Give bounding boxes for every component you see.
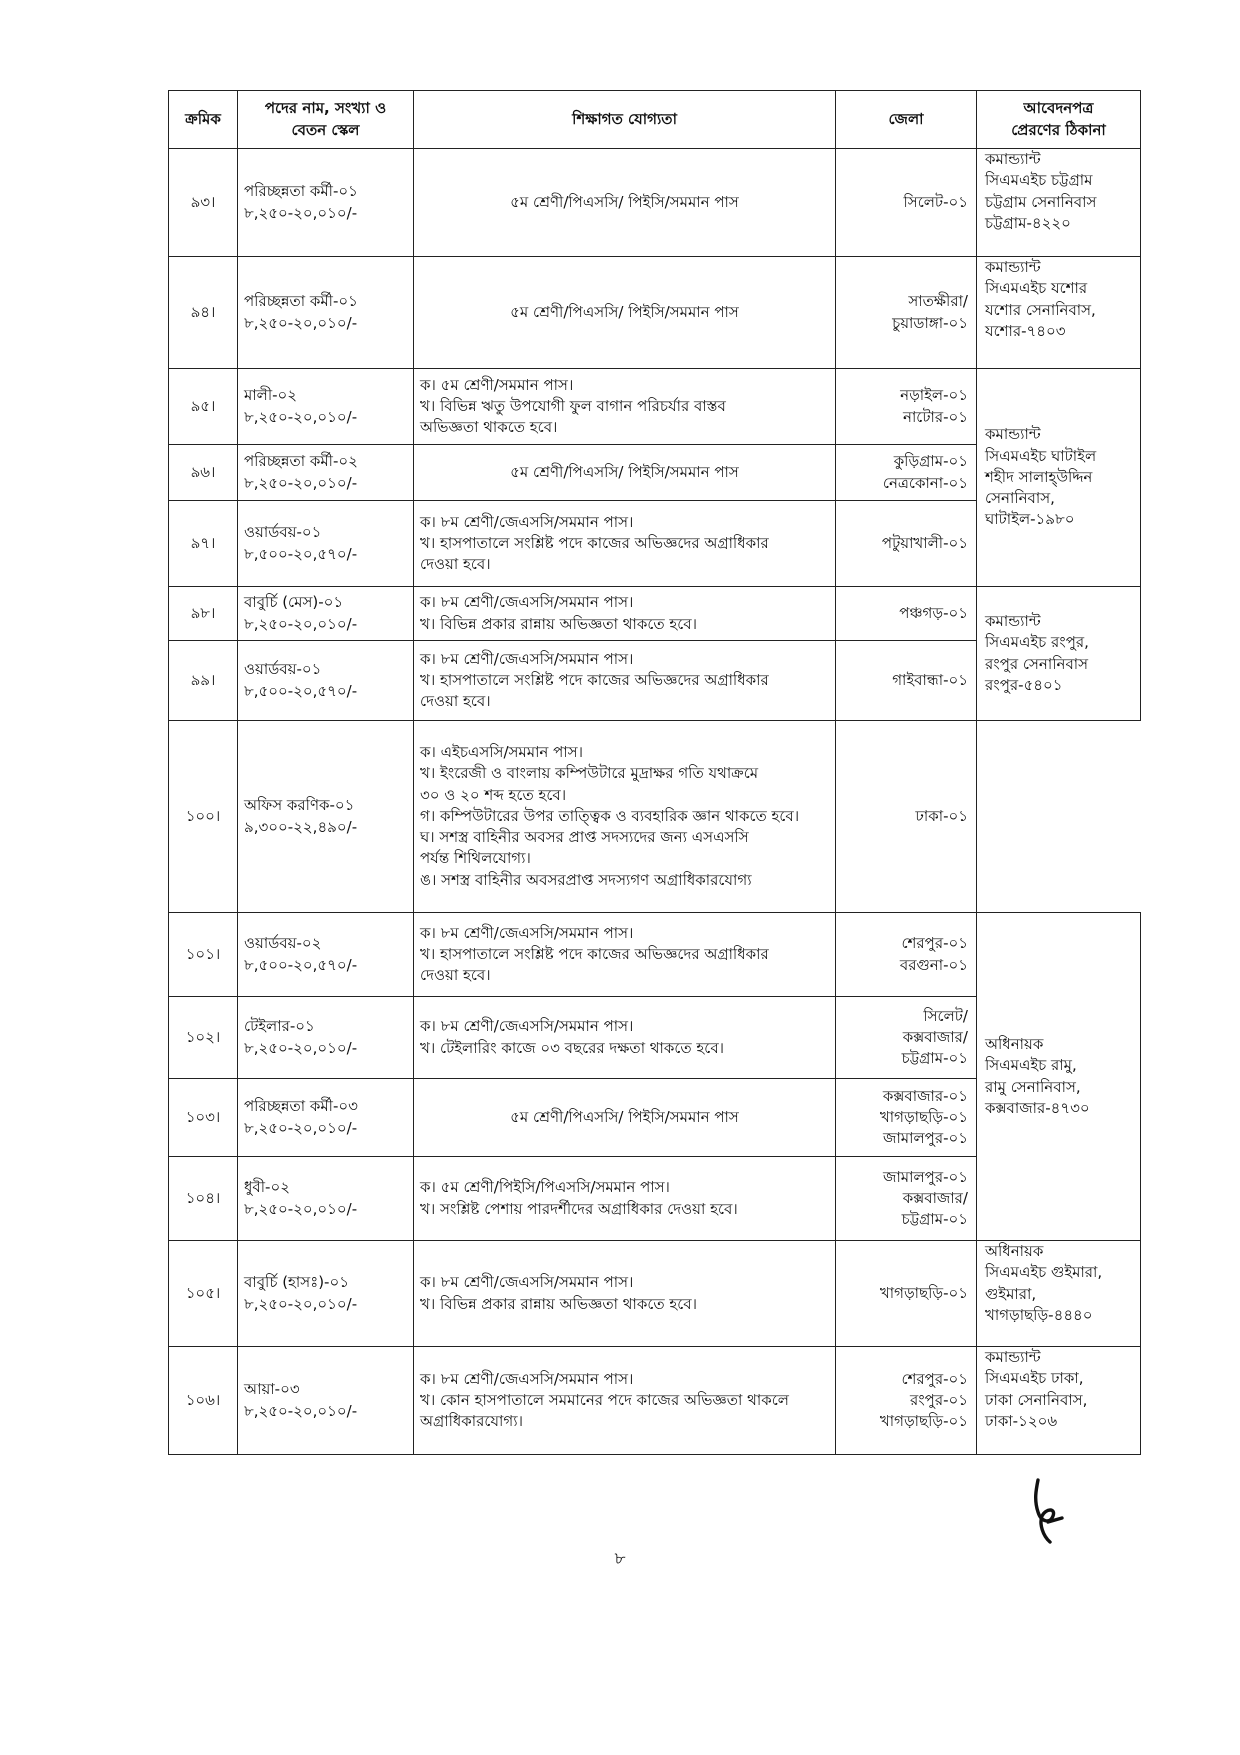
pay-scale: ৮,২৫০-২০,০১০/- <box>244 1118 358 1137</box>
address-line: কমান্ড্যান্ট <box>985 258 1041 276</box>
qualification-line: ঙ। সশস্ত্র বাহিনীর অবসরপ্রাপ্ত সদস্যগণ অগ্রাধিকারযোগ্য <box>420 870 752 889</box>
post-name: ওয়ার্ডবয়-০২ <box>244 934 322 953</box>
post-name: ওয়ার্ডবয়-০১ <box>244 523 322 542</box>
address-cell <box>977 257 1141 369</box>
post-name: অফিস করণিক-০১ <box>244 796 355 815</box>
district-line: খাগড়াছড়ি-০১ <box>879 1107 968 1126</box>
table-row <box>169 721 1141 913</box>
serial-cell: ১০৪। <box>169 1157 238 1241</box>
district-line: গাইবান্ধা-০১ <box>892 670 968 689</box>
post-cell <box>238 1347 414 1455</box>
qualification-line: ক। ৮ম শ্রেণী/জেএসসি/সমমান পাস। <box>420 649 634 668</box>
qualification-line: পর্যন্ত শিথিলযোগ্য। <box>420 849 531 868</box>
address-line: সিএমএইচ চট্টগ্রাম <box>985 171 1093 190</box>
table-row <box>169 257 1141 369</box>
post-cell <box>238 369 414 445</box>
vacancy-table <box>168 90 1141 1455</box>
qualification-line: ক। ৮ম শ্রেণী/জেএসসি/সমমান পাস। <box>420 1273 634 1292</box>
district-cell <box>836 257 977 369</box>
address-line: কমান্ড্যান্ট <box>985 611 1041 630</box>
district-cell <box>836 641 977 721</box>
serial-cell: ৯৫। <box>169 369 238 445</box>
district-cell <box>836 913 977 997</box>
serial-cell: ১০২। <box>169 997 238 1079</box>
post-cell <box>238 721 414 913</box>
pay-scale: ৮,৫০০-২০,৫৭০/- <box>244 955 358 974</box>
qualification-cell <box>414 913 836 997</box>
qualification-line: ৩০ ও ২০ শব্দ হতে হবে। <box>420 785 567 804</box>
district-line: কক্সবাজার/ <box>902 1027 968 1046</box>
district-cell <box>836 721 977 913</box>
address-line: সিএমএইচ রামু, <box>985 1056 1077 1075</box>
post-cell <box>238 257 414 369</box>
qualification-line: খ। হাসপাতালে সংশ্লিষ্ট পদে কাজের অভিজ্ঞদের অগ্রাধিকার <box>420 944 769 963</box>
address-line: ঢাকা-১২০৬ <box>985 1411 1058 1430</box>
address-line: কমান্ড্যান্ট <box>985 425 1041 444</box>
address-line: যশোর-৭৪০৩ <box>985 321 1066 340</box>
post-cell <box>238 445 414 501</box>
qualification-cell <box>414 587 836 641</box>
address-cell <box>977 1347 1141 1455</box>
post-name: মালী-০২ <box>244 386 298 405</box>
table-row <box>169 1241 1141 1347</box>
qualification-cell <box>414 445 836 501</box>
address-line: চট্টগ্রাম সেনানিবাস <box>985 192 1097 211</box>
table-row <box>169 1347 1141 1455</box>
serial-cell: ১০৩। <box>169 1079 238 1157</box>
post-cell <box>238 913 414 997</box>
district-line: শেরপুর-০১ <box>901 934 968 953</box>
serial-cell: ১০৬। <box>169 1347 238 1455</box>
district-line: নেত্রকোনা-০১ <box>882 473 968 492</box>
post-name: পরিচ্ছন্নতা কর্মী-০১ <box>244 292 358 311</box>
qualification-line: গ। কম্পিউটারের উপর তাত্ত্বিক ও ব্যবহারিক জ্ঞান থাকতে হবে। <box>420 806 800 825</box>
district-cell <box>836 369 977 445</box>
page-number: ৮ <box>614 1549 626 1569</box>
district-line: নড়াইল-০১ <box>900 386 968 405</box>
header-row <box>169 91 1141 149</box>
serial-cell: ৯৩। <box>169 149 238 257</box>
district-line: সিলেট-০১ <box>903 192 968 211</box>
district-cell <box>836 1079 977 1157</box>
qualification-line: অভিজ্ঞতা থাকতে হবে। <box>420 418 558 437</box>
post-cell <box>238 641 414 721</box>
district-line: চট্টগ্রাম-০১ <box>901 1210 968 1229</box>
address-cell <box>977 587 1141 721</box>
post-cell <box>238 997 414 1079</box>
address-line: চট্টগ্রাম-৪২২০ <box>985 213 1071 232</box>
qualification-line: খ। বিভিন্ন প্রকার রান্নায় অভিজ্ঞতা থাকতে হবে। <box>420 614 698 633</box>
qualification-line: খ। হাসপাতালে সংশ্লিষ্ট পদে কাজের অভিজ্ঞদের অগ্রাধিকার <box>420 533 769 552</box>
serial-cell: ৯৮। <box>169 587 238 641</box>
address-line: সেনানিবাস, <box>985 489 1055 508</box>
district-line: সিলেট/ <box>923 1006 968 1025</box>
serial-header: ক্রমিক <box>169 91 238 149</box>
qualification-line: ক। ৮ম শ্রেণী/জেএসসি/সমমান পাস। <box>420 1369 634 1388</box>
pay-scale: ৮,৫০০-২০,৫৭০/- <box>244 681 358 700</box>
district-cell <box>836 997 977 1079</box>
post-cell <box>238 1241 414 1347</box>
district-cell <box>836 1347 977 1455</box>
post-name: ওয়ার্ডবয়-০১ <box>244 660 322 679</box>
address-line: কক্সবাজার-৪৭৩০ <box>985 1098 1090 1117</box>
post-name: আয়া-০৩ <box>244 1380 300 1399</box>
qualification-line: ক। ৮ম শ্রেণী/জেএসসি/সমমান পাস। <box>420 593 634 612</box>
post-name: পরিচ্ছন্নতা কর্মী-০১ <box>244 182 358 201</box>
address-line: রংপুর-৫৪০১ <box>985 675 1063 694</box>
address-line: কমান্ড্যান্ট <box>985 1348 1041 1366</box>
district-line: কুড়িগ্রাম-০১ <box>893 452 968 471</box>
address-line: কমান্ড্যান্ট <box>985 150 1041 168</box>
district-line: সাতক্ষীরা/ <box>908 292 968 311</box>
qualification-line: খ। হাসপাতালে সংশ্লিষ্ট পদে কাজের অভিজ্ঞদের অগ্রাধিকার <box>420 670 769 689</box>
qualification-cell <box>414 1241 836 1347</box>
address-line: সিএমএইচ ঘাটাইল <box>985 446 1097 465</box>
district-line: চট্টগ্রাম-০১ <box>901 1049 968 1068</box>
district-line: জামালপুর-০১ <box>883 1167 968 1186</box>
district-cell <box>836 587 977 641</box>
pay-scale: ৮,২৫০-২০,০১০/- <box>244 1038 358 1057</box>
district-line: খাগড়াছড়ি-০১ <box>879 1283 968 1302</box>
district-line: পঞ্চগড়-০১ <box>899 603 968 622</box>
qualification-line: খ। কোন হাসপাতালে সমমানের পদে কাজের অভিজ্ঞতা থাকলে <box>420 1390 789 1409</box>
qualification-line: ক। ৮ম শ্রেণী/জেএসসি/সমমান পাস। <box>420 512 634 531</box>
qualification-cell <box>414 1079 836 1157</box>
district-line: চুয়াডাঙ্গা-০১ <box>892 313 968 332</box>
address-cell <box>977 369 1141 587</box>
qualification-line: খ। টেইলারিং কাজে ০৩ বছরের দক্ষতা থাকতে হবে। <box>420 1038 725 1057</box>
pay-scale: ৮,২৫০-২০,০১০/- <box>244 614 358 633</box>
post-cell <box>238 149 414 257</box>
qualification-line: ক। ৮ম শ্রেণী/জেএসসি/সমমান পাস। <box>420 1017 634 1036</box>
qualification-line: ৫ম শ্রেণী/পিএসসি/ পিইসি/সমমান পাস <box>510 302 739 321</box>
qualification-line: ক। ৫ম শ্রেণী/পিইসি/পিএসসি/সমমান পাস। <box>420 1178 670 1197</box>
qualification-line: ৫ম শ্রেণী/পিএসসি/ পিইসি/সমমান পাস <box>510 192 739 211</box>
post-name: বাবুর্চি (মেস)-০১ <box>244 593 344 612</box>
address-line: সিএমএইচ যশোর <box>985 279 1088 298</box>
serial-cell: ৯৭। <box>169 501 238 587</box>
qualification-cell <box>414 641 836 721</box>
qualification-line: খ। সংশ্লিষ্ট পেশায় পারদর্শীদের অগ্রাধিকার দেওয়া হবে। <box>420 1199 738 1218</box>
pay-scale: ৮,২৫০-২০,০১০/- <box>244 1401 358 1420</box>
qualification-line: ঘ। সশস্ত্র বাহিনীর অবসর প্রাপ্ত সদস্যদের জন্য এসএসসি <box>420 828 749 847</box>
qualification-line: দেওয়া হবে। <box>420 692 491 711</box>
qualification-cell <box>414 501 836 587</box>
table-row <box>169 149 1141 257</box>
address-line: রামু সেনানিবাস, <box>985 1077 1081 1096</box>
serial-cell: ৯৬। <box>169 445 238 501</box>
address-line: গুইমারা, <box>985 1284 1037 1303</box>
address-cell <box>977 913 1141 1241</box>
qualification-line: ক। ৫ম শ্রেণী/সমমান পাস। <box>420 375 574 394</box>
district-cell <box>836 1157 977 1241</box>
table-row <box>169 913 1141 997</box>
serial-cell: ৯৪। <box>169 257 238 369</box>
post-cell <box>238 587 414 641</box>
address-line: খাগড়াছড়ি-৪৪৪০ <box>985 1305 1093 1324</box>
qualification-header: শিক্ষাগত যোগ্যতা <box>414 91 836 149</box>
address-line: সিএমএইচ রংপুর, <box>985 633 1089 652</box>
district-line: বরগুনা-০১ <box>899 955 968 974</box>
qualification-line: ৫ম শ্রেণী/পিএসসি/ পিইসি/সমমান পাস <box>510 1107 739 1126</box>
district-line: শেরপুর-০১ <box>901 1369 968 1388</box>
district-line: কক্সবাজার/ <box>902 1188 968 1207</box>
district-line: খাগড়াছড়ি-০১ <box>879 1412 968 1431</box>
qualification-cell <box>414 149 836 257</box>
pay-scale: ৮,২৫০-২০,০১০/- <box>244 313 358 332</box>
post-name: বাবুর্চি (হাসঃ)-০১ <box>244 1273 349 1292</box>
qualification-line: ৫ম শ্রেণী/পিএসসি/ পিইসি/সমমান পাস <box>510 462 739 481</box>
post-cell <box>238 501 414 587</box>
pay-scale: ৮,২৫০-২০,০১০/- <box>244 203 358 222</box>
pay-scale: ৮,২৫০-২০,০১০/- <box>244 407 358 426</box>
serial-cell: ১০১। <box>169 913 238 997</box>
district-header: জেলা <box>836 91 977 149</box>
address-line: অধিনায়ক <box>985 1242 1044 1260</box>
qualification-cell <box>414 257 836 369</box>
serial-cell: ১০৫। <box>169 1241 238 1347</box>
address-line: শহীদ সালাহ্উদ্দিন <box>985 467 1093 486</box>
district-line: রংপুর-০১ <box>909 1390 968 1409</box>
pay-scale: ৮,২৫০-২০,০১০/- <box>244 473 358 492</box>
pay-scale: ৮,৫০০-২০,৫৭০/- <box>244 544 358 563</box>
qualification-line: খ। বিভিন্ন ঋতু উপযোগী ফুল বাগান পরিচর্যার বাস্তব <box>420 396 726 415</box>
address-line: সিএমএইচ ঢাকা, <box>985 1369 1084 1388</box>
address-line: অধিনায়ক <box>985 1034 1044 1053</box>
qualification-cell <box>414 1347 836 1455</box>
address-line: রংপুর সেনানিবাস <box>985 654 1089 673</box>
district-line: জামালপুর-০১ <box>883 1129 968 1148</box>
district-cell <box>836 445 977 501</box>
district-line: ঢাকা-০১ <box>915 806 968 825</box>
district-cell <box>836 1241 977 1347</box>
qualification-line: ক। ৮ম শ্রেণী/জেএসসি/সমমান পাস। <box>420 923 634 942</box>
table-row <box>169 587 1141 641</box>
pay-scale: ৮,২৫০-২০,০১০/- <box>244 1199 358 1218</box>
post-cell <box>238 1157 414 1241</box>
address-header: আবেদনপত্র প্রেরণের ঠিকানা <box>977 91 1141 149</box>
post-header: পদের নাম, সংখ্যা ও বেতন স্কেল <box>238 91 414 149</box>
qualification-cell <box>414 997 836 1079</box>
qualification-line: খ। বিভিন্ন প্রকার রান্নায় অভিজ্ঞতা থাকতে হবে। <box>420 1294 698 1313</box>
table-row <box>169 369 1141 445</box>
qualification-line: ক। এইচএসসি/সমমান পাস। <box>420 742 583 761</box>
district-cell <box>836 149 977 257</box>
post-name: পরিচ্ছন্নতা কর্মী-০৩ <box>244 1097 358 1116</box>
post-cell <box>238 1079 414 1157</box>
qualification-cell <box>414 721 836 913</box>
district-line: নাটোর-০১ <box>902 407 968 426</box>
address-line: ঘাটাইল-১৯৮০ <box>985 510 1075 529</box>
table-body <box>169 149 1141 1455</box>
address-line: সিএমএইচ গুইমারা, <box>985 1263 1103 1282</box>
district-cell <box>836 501 977 587</box>
address-line: যশোর সেনানিবাস, <box>985 300 1096 319</box>
post-name: পরিচ্ছন্নতা কর্মী-০২ <box>244 452 358 471</box>
signature-mark <box>1028 1478 1074 1546</box>
qualification-line: অগ্রাধিকারযোগ্য। <box>420 1412 523 1431</box>
serial-cell: ১০০। <box>169 721 238 913</box>
post-name: টেইলার-০১ <box>244 1017 315 1036</box>
district-line: পটুয়াখালী-০১ <box>881 533 968 552</box>
serial-cell: ৯৯। <box>169 641 238 721</box>
address-line: ঢাকা সেনানিবাস, <box>985 1390 1088 1409</box>
pay-scale: ৮,২৫০-২০,০১০/- <box>244 1294 358 1313</box>
qualification-line: খ। ইংরেজী ও বাংলায় কম্পিউটারে মুদ্রাক্ষর গতি যথাক্রমে <box>420 764 759 783</box>
qualification-cell <box>414 369 836 445</box>
district-line: কক্সবাজার-০১ <box>882 1086 968 1105</box>
address-cell <box>977 1241 1141 1347</box>
qualification-cell <box>414 1157 836 1241</box>
qualification-line: দেওয়া হবে। <box>420 966 491 985</box>
pay-scale: ৯,৩০০-২২,৪৯০/- <box>244 817 358 836</box>
qualification-line: দেওয়া হবে। <box>420 555 491 574</box>
address-cell <box>977 149 1141 257</box>
post-name: ধুবী-০২ <box>244 1178 290 1197</box>
